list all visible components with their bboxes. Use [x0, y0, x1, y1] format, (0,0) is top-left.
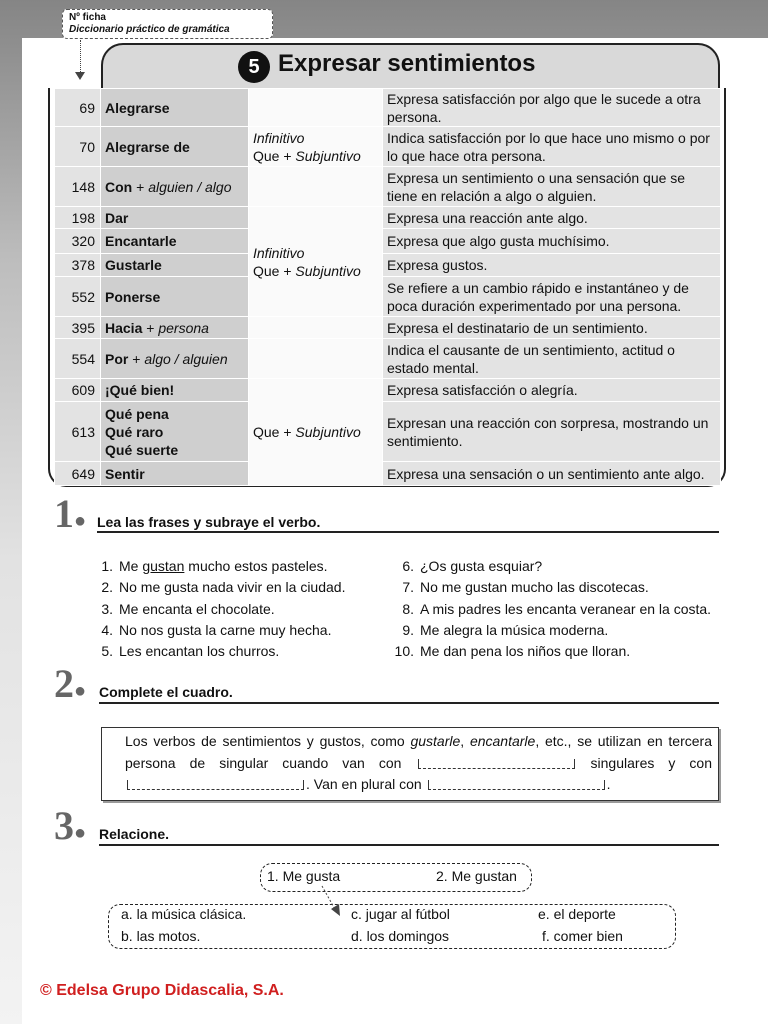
construction-cell — [249, 339, 383, 379]
table-row — [55, 89, 721, 127]
construction-cell — [249, 167, 383, 207]
verb-complement: persona — [158, 319, 209, 336]
fill-in-box — [101, 727, 719, 801]
list-item — [390, 577, 711, 598]
construction-cell — [249, 89, 383, 127]
ficha-number: 649 — [55, 462, 101, 486]
grammar-table — [54, 88, 721, 486]
item-text: ¿Os gusta esquiar? — [420, 558, 543, 574]
definition-cell: Expresan una reacción con sorpresa, mostrando un sentimiento. — [383, 402, 721, 462]
verb-cell: Alegrarse — [101, 89, 249, 127]
item-text: A mis padres les encanta veranear en la costa. — [420, 600, 712, 617]
table-row — [55, 127, 721, 167]
item-number: 1. — [101, 558, 113, 574]
exercise-3-title: Relacione. — [99, 826, 170, 842]
list-item — [99, 556, 345, 577]
construction-subjunctive: Subjuntivo — [295, 262, 361, 279]
table-row — [55, 462, 721, 486]
verb-line: Qué suerte — [105, 441, 179, 458]
reference-arrow-line — [80, 40, 81, 74]
item-text: Me dan pena los niños que lloran. — [420, 643, 631, 660]
fill-italic-gustarle: gustarle — [410, 733, 461, 749]
exercise-1-title: Lea las frases y subraye el verbo. — [97, 514, 321, 530]
fill-text: , — [460, 733, 470, 749]
exercise-2-rule — [99, 702, 719, 704]
definition-cell: Expresa el destinatario de un sentimiento. — [383, 317, 721, 339]
option-f[interactable]: f. comer bien — [542, 928, 623, 944]
definition-cell: Expresa satisfacción por algo que le sucede a otra persona. — [383, 89, 721, 127]
exercise-1-rule — [97, 531, 719, 533]
fill-text: singulares y con — [576, 754, 712, 771]
option-me-gustan[interactable]: 2. Me gustan — [436, 868, 517, 884]
list-item — [390, 620, 711, 641]
reference-arrow-icon — [75, 72, 85, 80]
item-number: 10. — [394, 643, 414, 660]
verb-complement: alguien / algo — [148, 178, 232, 195]
option-me-gusta[interactable]: 1. Me gusta — [267, 868, 341, 884]
plus-sign: + — [146, 319, 155, 336]
item-text: No me gusta nada vivir en la ciudad. — [119, 579, 346, 596]
ficha-number: 70 — [55, 127, 101, 167]
fill-italic-encantarle: encantarle — [469, 733, 536, 749]
construction-infinitive: Infinitivo — [253, 244, 305, 261]
verb-text: Hacia — [105, 319, 143, 336]
definition-cell: Expresa satisfacción o alegría. — [383, 379, 721, 402]
ficha-number: 148 — [55, 167, 101, 207]
fill-text: . Van en plural con — [306, 776, 426, 792]
verb-cell — [101, 339, 249, 379]
exercise-3-number — [54, 803, 87, 853]
exercise-1-right-list — [390, 556, 711, 662]
verb-cell: Ponerse — [101, 277, 249, 317]
table-row — [55, 207, 721, 229]
exercise-1-number — [54, 491, 87, 541]
verb-line: Qué raro — [105, 423, 164, 440]
exercise-2-title: Complete el cuadro. — [99, 684, 233, 700]
construction-cell — [249, 207, 383, 317]
definition-cell: Se refiere a un cambio rápido e instantáneo y de poca duración experimentado por una persona. — [383, 277, 721, 317]
list-item — [390, 556, 711, 577]
exercise-number-text: 3 — [54, 803, 74, 848]
unit-number-badge: 5 — [238, 51, 270, 83]
list-item — [99, 599, 345, 620]
underlined-verb: gustan — [142, 558, 185, 574]
table-row — [55, 402, 721, 462]
exercise-1-left-list — [99, 556, 345, 662]
list-item — [390, 599, 711, 620]
verb-cell: Dar — [101, 207, 249, 229]
construction-cell — [249, 379, 383, 486]
item-number: 4. — [101, 621, 113, 638]
ficha-number: 554 — [55, 339, 101, 379]
option-b[interactable]: b. las motos. — [121, 928, 201, 944]
item-number: 7. — [402, 579, 414, 596]
page-title: Expresar sentimientos — [278, 50, 536, 77]
table-row — [55, 277, 721, 317]
exercise-number-dot: ● — [74, 822, 87, 844]
ficha-number: 552 — [55, 277, 101, 317]
verb-line: Qué pena — [105, 405, 169, 422]
exercise-number-text: 1 — [54, 491, 74, 536]
verb-text: Por — [105, 350, 129, 367]
construction-infinitive: Infinitivo — [253, 129, 305, 146]
verb-cell — [101, 167, 249, 207]
item-text: Me encanta el chocolate. — [119, 600, 275, 617]
definition-cell: Indica satisfacción por lo que hace uno mismo o por lo que hace otra persona. — [383, 127, 721, 167]
ficha-number: 378 — [55, 254, 101, 277]
construction-que: Que + — [253, 147, 296, 164]
ficha-number: 609 — [55, 379, 101, 402]
definition-cell: Expresa una reacción ante algo. — [383, 207, 721, 229]
construction-subjunctive: Subjuntivo — [295, 424, 361, 440]
list-item — [390, 641, 711, 662]
table-row — [55, 229, 721, 254]
ficha-number: 320 — [55, 229, 101, 254]
construction-cell — [249, 317, 383, 339]
verb-cell: Sentir — [101, 462, 249, 486]
exercise-number-dot: ● — [74, 680, 87, 702]
verb-cell: Encantarle — [101, 229, 249, 254]
definition-cell: Expresa que algo gusta muchísimo. — [383, 229, 721, 254]
list-item — [99, 577, 345, 598]
list-item — [99, 641, 345, 662]
definition-cell: Expresa una sensación o un sentimiento ante algo. — [383, 462, 721, 486]
construction-cell — [249, 127, 383, 167]
item-text: Me alegra la música moderna. — [420, 621, 609, 638]
table-row — [55, 254, 721, 277]
verb-cell — [101, 402, 249, 462]
item-number: 6. — [402, 558, 414, 574]
ficha-number: 613 — [55, 402, 101, 462]
dictionary-label: Diccionario práctico de gramática — [69, 24, 230, 35]
definition-cell: Indica el causante de un sentimiento, actitud o estado mental. — [383, 339, 721, 379]
ficha-number: 198 — [55, 207, 101, 229]
list-item — [99, 620, 345, 641]
table-row — [55, 167, 721, 207]
fill-text: , etc., se utilizan en tercera persona de singular cuando van con — [125, 733, 712, 771]
item-text: No me gustan mucho las discotecas. — [420, 579, 649, 596]
item-text: Les encantan los churros. — [119, 643, 280, 660]
option-e[interactable]: e. el deporte — [538, 906, 616, 922]
verb-cell: Gustarle — [101, 254, 249, 277]
exercise-number-dot: ● — [74, 510, 87, 532]
ficha-reference-label — [62, 9, 273, 39]
verb-cell: Alegrarse de — [101, 127, 249, 167]
ficha-label: Nº ficha — [69, 12, 106, 23]
construction-que: Que + — [253, 262, 296, 279]
item-number: 9. — [402, 621, 414, 638]
item-number: 8. — [402, 600, 414, 617]
match-arrow-icon — [320, 885, 344, 917]
copyright-footer: © Edelsa Grupo Didascalia, S.A. — [40, 982, 284, 999]
exercise-number-text: 2 — [54, 661, 74, 706]
option-a[interactable]: a. la música clásica. — [121, 906, 247, 922]
item-text-pre: Me — [119, 558, 143, 574]
fill-text: Los verbos de sentimientos y gustos, como — [125, 733, 411, 749]
construction-subjunctive: Subjuntivo — [295, 147, 361, 164]
table-row — [55, 317, 721, 339]
item-text: No nos gusta la carne muy hecha. — [119, 621, 332, 638]
table-row — [55, 339, 721, 379]
ficha-number: 395 — [55, 317, 101, 339]
option-d[interactable]: d. los domingos — [351, 928, 450, 944]
table-row — [55, 379, 721, 402]
exercise-3-rule — [99, 844, 719, 846]
item-number: 3. — [101, 600, 113, 617]
plus-sign: + — [136, 178, 145, 195]
definition-cell: Expresa gustos. — [383, 254, 721, 277]
verb-complement: algo / alguien — [144, 350, 228, 367]
item-number: 5. — [101, 643, 113, 660]
verb-cell: ¡Qué bien! — [101, 379, 249, 402]
item-number: 2. — [101, 579, 113, 596]
fill-blank-1[interactable] — [418, 759, 575, 769]
construction-que: Que + — [253, 424, 296, 440]
verb-text: Con — [105, 178, 133, 195]
fill-blank-3[interactable] — [428, 780, 605, 790]
ficha-number: 69 — [55, 89, 101, 127]
definition-cell: Expresa un sentimiento o una sensación que se tiene en relación a algo o alguien. — [383, 167, 721, 207]
plus-sign: + — [132, 350, 141, 367]
fill-blank-2[interactable] — [127, 780, 304, 790]
exercise-2-number — [54, 661, 87, 711]
fill-text: . — [606, 776, 611, 792]
option-c[interactable]: c. jugar al fútbol — [351, 906, 450, 922]
verb-cell — [101, 317, 249, 339]
item-text-post: mucho estos pasteles. — [184, 558, 328, 574]
